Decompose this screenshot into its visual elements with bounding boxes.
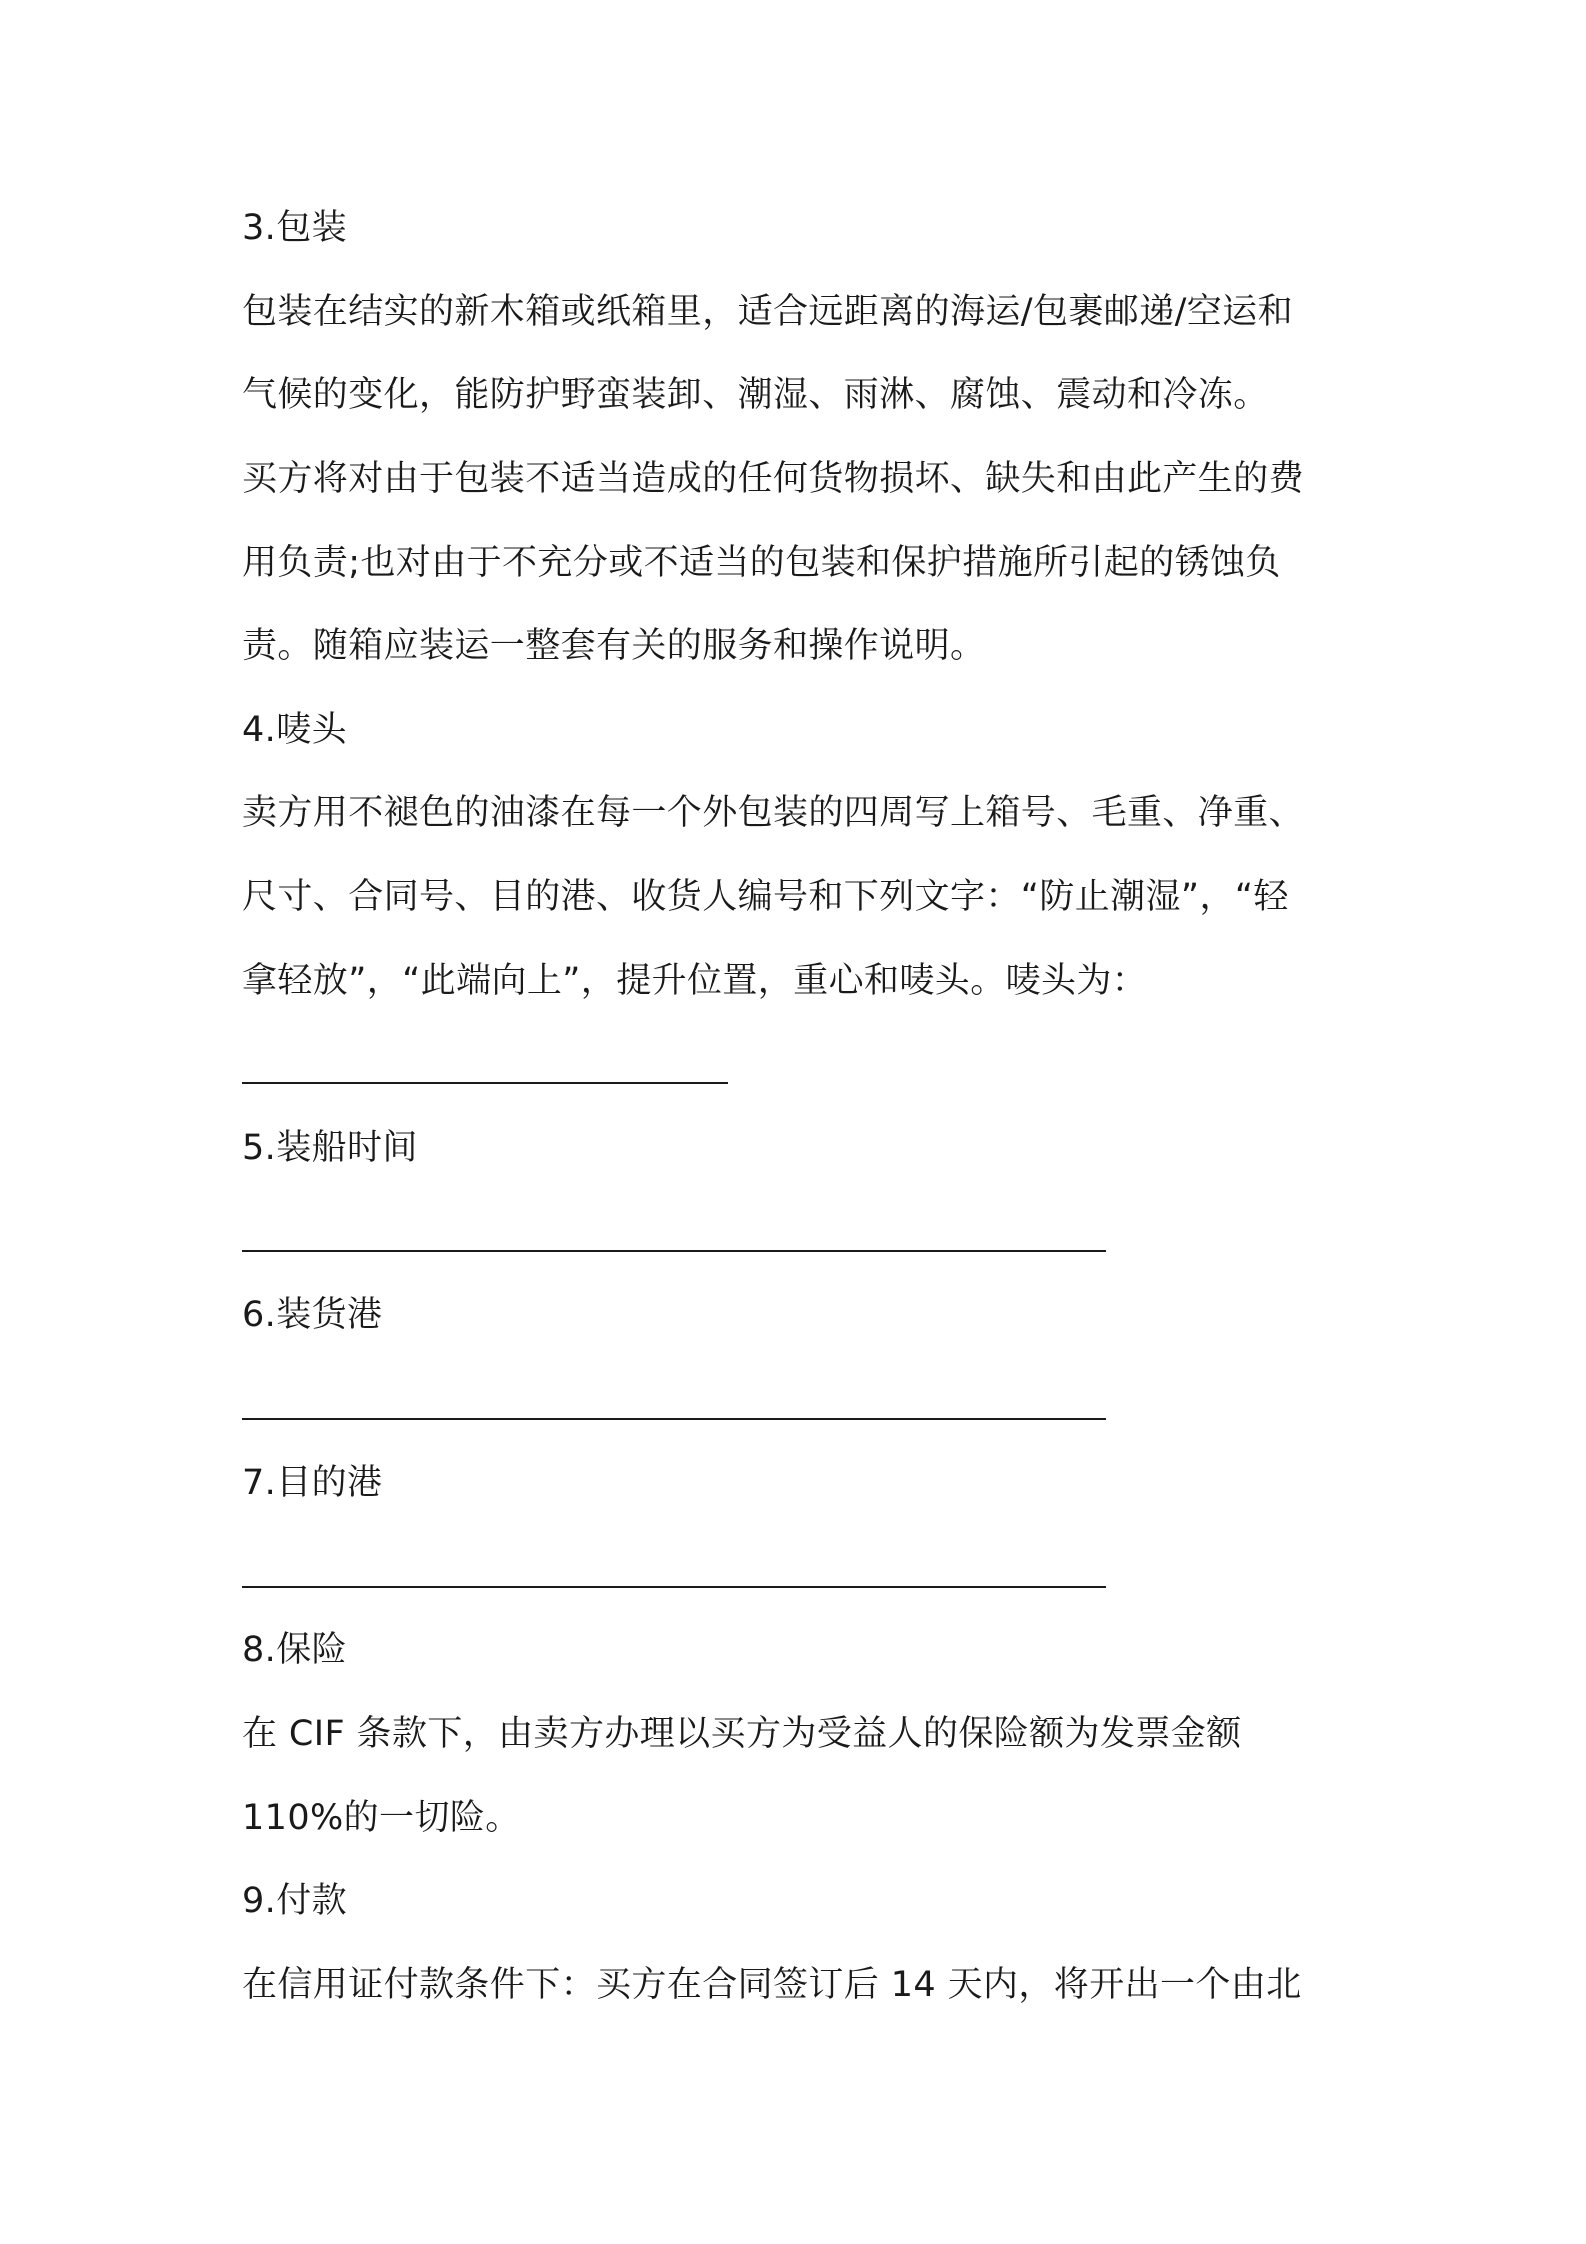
payment-paragraph-line: 在信用证付款条件下：买方在合同签订后 14 天内，将开出一个由北	[242, 1965, 1302, 2005]
section-heading-shipment-time: 5.装船时间	[242, 1128, 418, 1168]
packing-paragraph-line: 责。随箱应装运一整套有关的服务和操作说明。	[242, 626, 986, 666]
section-heading-destination-port: 7.目的港	[242, 1463, 383, 1503]
insurance-paragraph-line: 110%的一切险。	[242, 1798, 521, 1838]
insurance-paragraph-line: 在 CIF 条款下，由卖方办理以买方为受益人的保险额为发票金额	[242, 1714, 1242, 1754]
section-heading-insurance: 8.保险	[242, 1630, 347, 1670]
packing-paragraph-line: 用负责;也对由于不充分或不适当的包装和保护措施所引起的锈蚀负	[242, 543, 1281, 583]
marks-paragraph-line: 卖方用不褪色的油漆在每一个外包装的四周写上箱号、毛重、净重、	[242, 793, 1305, 833]
packing-paragraph-line: 气候的变化，能防护野蛮装卸、潮湿、雨淋、腐蚀、震动和冷冻。	[242, 375, 1269, 415]
packing-paragraph-line: 买方将对由于包装不适当造成的任何货物损坏、缺失和由此产生的费	[242, 459, 1305, 499]
destination-port-blank-line	[242, 1586, 1106, 1588]
marks-paragraph-line: 尺寸、合同号、目的港、收货人编号和下列文字：“防止潮湿”，“轻	[242, 877, 1289, 917]
section-heading-shipping-marks: 4.唛头	[242, 710, 347, 750]
shipping-marks-blank-line	[242, 1082, 728, 1084]
section-heading-packing: 3.包装	[242, 208, 347, 248]
packing-paragraph-line: 包装在结实的新木箱或纸箱里，适合远距离的海运/包裹邮递/空运和	[242, 292, 1293, 332]
loading-port-blank-line	[242, 1418, 1106, 1420]
section-heading-loading-port: 6.装货港	[242, 1295, 383, 1335]
section-heading-payment: 9.付款	[242, 1881, 347, 1921]
shipment-time-blank-line	[242, 1250, 1106, 1252]
marks-paragraph-line: 拿轻放”，“此端向上”，提升位置，重心和唛头。唛头为：	[242, 961, 1148, 1001]
